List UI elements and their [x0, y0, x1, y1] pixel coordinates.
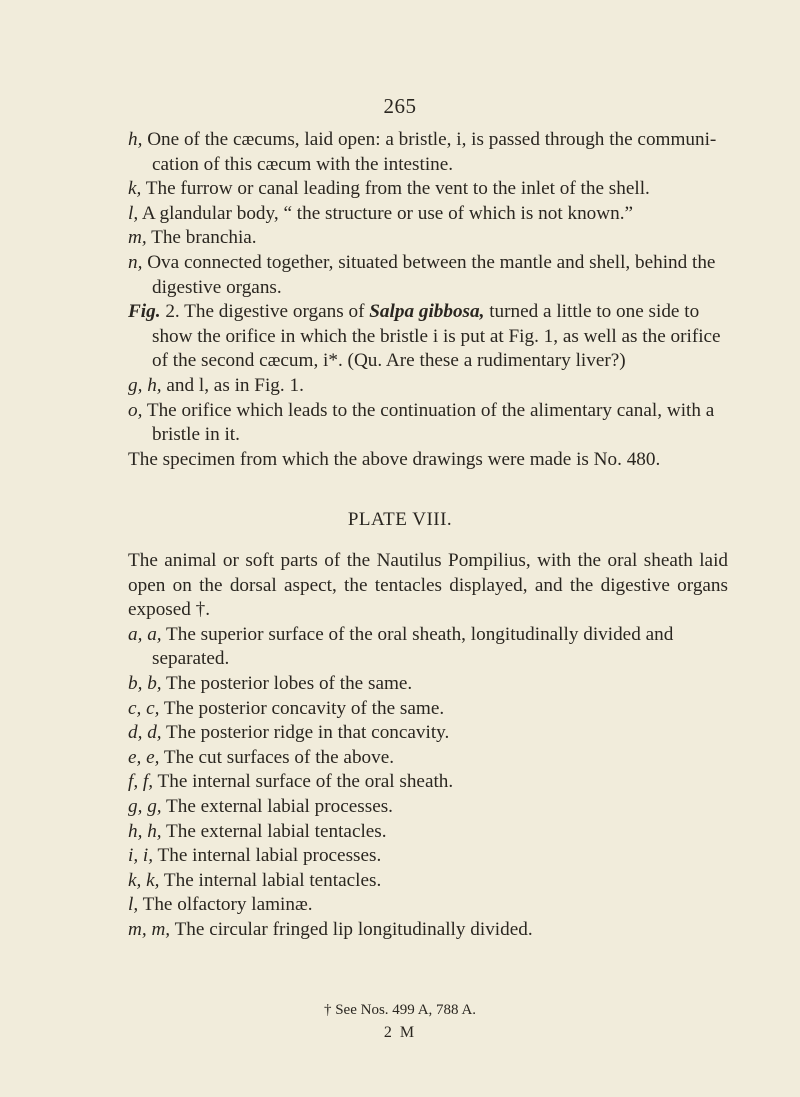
plate-entry-f: [128, 770, 728, 795]
entry-key: b, b,: [128, 672, 162, 694]
entry-key: e, e,: [128, 746, 160, 768]
fig-number: 2.: [165, 301, 180, 323]
entry-text: The branchia.: [151, 227, 257, 249]
entry-key: g, g,: [128, 795, 162, 817]
legend-entry-l: [128, 202, 728, 227]
species-name: Salpa gibbosa,: [369, 301, 485, 323]
page-number: 265: [383, 94, 417, 118]
entry-key: k, k,: [128, 869, 160, 891]
legend-entry-k: [128, 177, 728, 202]
legend-entry-m: [128, 226, 728, 251]
plate-entry-m: [128, 918, 728, 943]
entry-text: The posterior concavity of the same.: [163, 697, 445, 719]
entry-key: g, h,: [128, 374, 162, 396]
plate-entry-a: [128, 623, 728, 672]
legend-entry-o: [128, 399, 728, 448]
entry-text: Ova connected together, situated between the mantle and shell, behind the digestive organs.: [147, 251, 716, 298]
entry-key: d, d,: [128, 722, 162, 744]
specimen-note: The specimen from which the above drawings were made is No. 480.: [128, 448, 661, 470]
plate-description: [128, 549, 728, 943]
legend-entry-n: [128, 251, 728, 300]
fig-text-post: turned a little to one side to show the orifice in which the bristle i is put at Fig. 1, as well as the orifice of the second cæcum, i*. (Qu. Are these a rudimentary liver?): [152, 301, 721, 372]
entry-key: i, i,: [128, 845, 154, 867]
legend-entry-h: [128, 128, 728, 177]
entry-text: A glandular body, “ the structure or use of which is not known.”: [141, 202, 634, 224]
plate-entry-k: [128, 869, 728, 894]
plate-entry-g: [128, 795, 728, 820]
entry-text: The cut surfaces of the above.: [163, 746, 395, 768]
entry-text: The orifice which leads to the continuation of the alimentary canal, with a bristle in it.: [146, 399, 715, 446]
entry-text: The furrow or canal leading from the vent to the inlet of the shell.: [145, 178, 650, 200]
plate-entry-b: [128, 672, 728, 697]
legend-entry-ghl: [128, 374, 728, 399]
plate-entry-i: [128, 844, 728, 869]
plate-entry-c: [128, 697, 728, 722]
entry-key: l,: [128, 202, 139, 224]
entry-key: c, c,: [128, 697, 160, 719]
entry-text: The internal labial processes.: [157, 845, 382, 867]
plate-heading: PLATE VIII.: [347, 509, 453, 530]
entry-text: The superior surface of the oral sheath, longitudinally divided and separated.: [152, 623, 674, 670]
entry-key: h,: [128, 129, 143, 150]
entry-key: o,: [128, 399, 143, 421]
signature-mark: 2 M: [383, 1024, 417, 1041]
entry-text: The external labial tentacles.: [166, 820, 387, 842]
entry-text: The internal labial tentacles.: [163, 869, 382, 891]
fig2-description: [128, 300, 728, 374]
entry-text: One of the cæcums, laid open: a bristle, i, is passed through the communi-cation of this cæcum with the intestine.: [147, 129, 717, 175]
entry-text: The posterior lobes of the same.: [166, 672, 413, 694]
entry-text: The posterior ridge in that concavity.: [166, 722, 450, 744]
entry-text: The circular fringed lip longitudinally divided.: [174, 918, 533, 940]
entry-key: l,: [128, 894, 139, 916]
entry-text: The internal surface of the oral sheath.: [157, 771, 454, 793]
fig-label: Fig.: [128, 301, 161, 323]
legend-top: [128, 128, 728, 472]
plate-entry-h: [128, 820, 728, 845]
entry-key: n,: [128, 251, 143, 273]
footnote: † See Nos. 499 A, 788 A.: [323, 1002, 477, 1018]
entry-text: The external labial processes.: [166, 795, 393, 817]
entry-text: and l, as in Fig. 1.: [166, 374, 304, 396]
entry-key: m, m,: [128, 918, 171, 940]
entry-key: a, a,: [128, 623, 162, 645]
fig-text-pre: The digestive organs of: [184, 301, 365, 323]
entry-key: m,: [128, 227, 147, 249]
entry-key: h, h,: [128, 820, 162, 842]
plate-entry-e: [128, 746, 728, 771]
entry-key: k,: [128, 178, 142, 200]
entry-text: The olfactory laminæ.: [142, 894, 313, 916]
plate-entry-l: [128, 893, 728, 918]
plate-entry-d: [128, 721, 728, 746]
entry-key: f, f,: [128, 771, 154, 793]
plate-intro: The animal or soft parts of the Nautilus Pompilius, with the oral sheath laid open on the dorsal aspect, the tentacles displayed, and the digestive organs exposed †.: [128, 550, 728, 621]
